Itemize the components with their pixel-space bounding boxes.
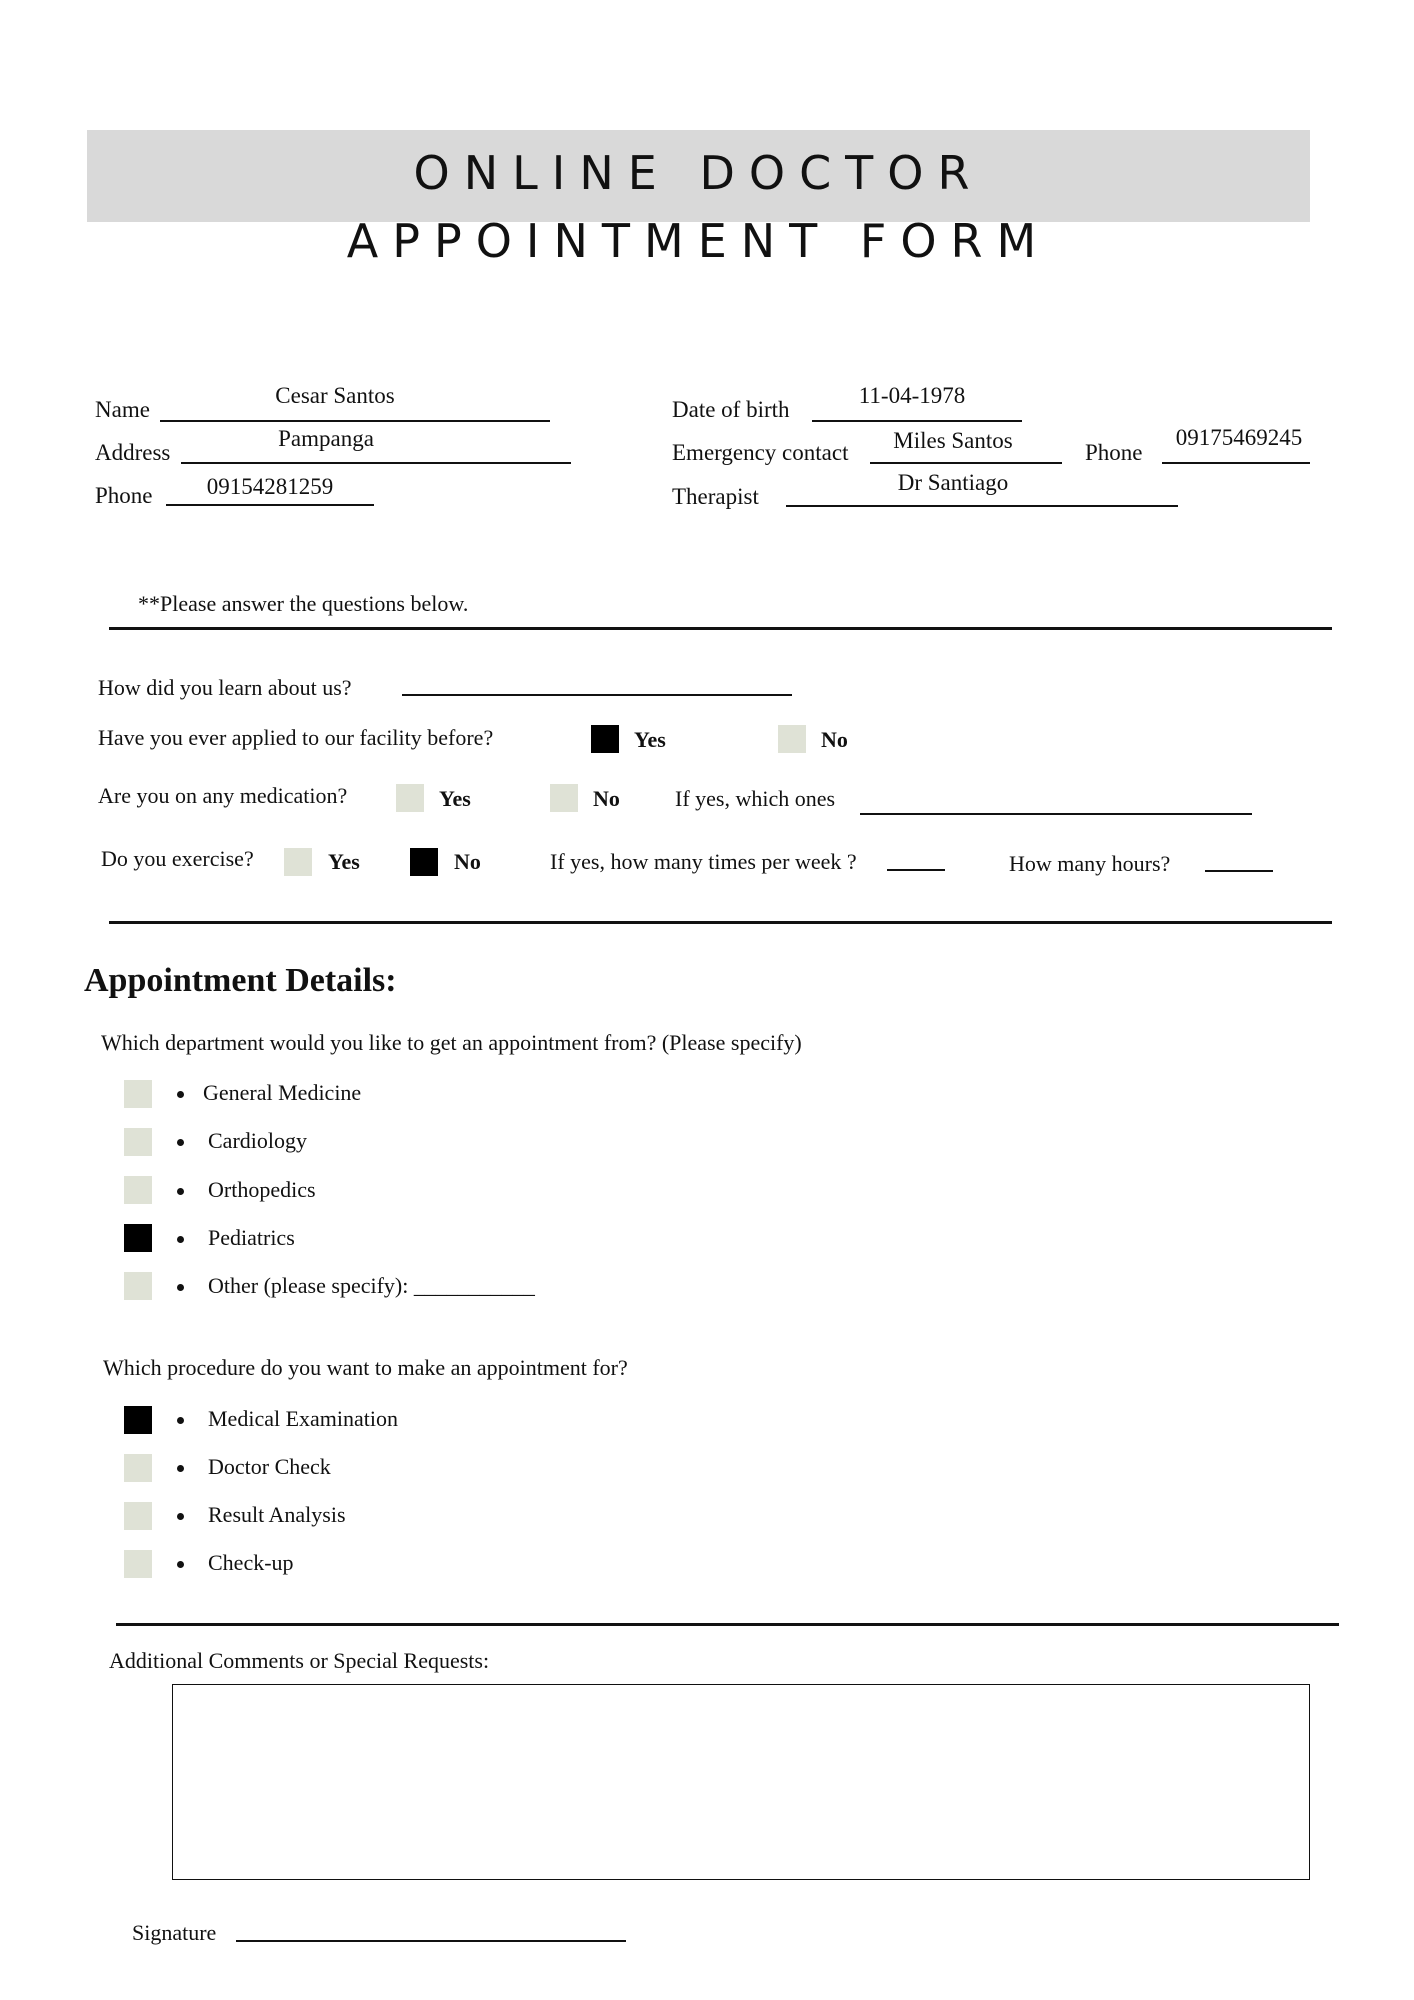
procedure-question: Which procedure do you want to make an appointment for? bbox=[103, 1355, 628, 1380]
emergency-contact-line bbox=[870, 462, 1062, 464]
exercise-no-label: No bbox=[454, 849, 481, 874]
department-other-label: Other (please specify): ___________ bbox=[208, 1273, 535, 1298]
exercise-no-checkbox[interactable] bbox=[410, 848, 438, 876]
learn-question: How did you learn about us? bbox=[98, 675, 352, 700]
name-line bbox=[160, 420, 550, 422]
applied-no-checkbox[interactable] bbox=[778, 725, 806, 753]
exercise-hours-field[interactable] bbox=[1205, 870, 1273, 872]
divider-top bbox=[109, 627, 1332, 630]
department-general-medicine-label: General Medicine bbox=[203, 1080, 362, 1105]
learn-answer-field[interactable] bbox=[402, 694, 792, 696]
comments-textarea[interactable] bbox=[172, 1684, 1310, 1880]
signature-label: Signature bbox=[132, 1920, 217, 1945]
department-other-checkbox[interactable] bbox=[124, 1272, 152, 1300]
applied-question: Have you ever applied to our facility before? bbox=[98, 725, 494, 750]
department-pediatrics-checkbox[interactable] bbox=[124, 1224, 152, 1252]
medication-which-label: If yes, which ones bbox=[675, 786, 836, 811]
form-title-line-2: APPOINTMENT FORM bbox=[346, 214, 1051, 268]
department-question: Which department would you like to get an appointment from? (Please specify) bbox=[101, 1030, 802, 1055]
procedure-medical-examination-label: Medical Examination bbox=[208, 1406, 398, 1431]
phone-field[interactable]: 09154281259 bbox=[206, 474, 334, 499]
address-line bbox=[181, 462, 571, 464]
dob-label: Date of birth bbox=[672, 397, 790, 422]
exercise-times-field[interactable] bbox=[887, 869, 945, 871]
bullet bbox=[177, 1188, 184, 1195]
medication-no-label: No bbox=[593, 786, 620, 811]
department-orthopedics-label: Orthopedics bbox=[208, 1177, 316, 1202]
therapist-label: Therapist bbox=[672, 484, 759, 509]
bullet bbox=[177, 1465, 184, 1472]
emergency-phone-field[interactable]: 09175469245 bbox=[1175, 425, 1303, 450]
exercise-question: Do you exercise? bbox=[101, 846, 254, 871]
department-cardiology-label: Cardiology bbox=[208, 1128, 307, 1153]
procedure-medical-examination-checkbox[interactable] bbox=[124, 1406, 152, 1434]
address-label: Address bbox=[95, 440, 171, 465]
procedure-check-up-checkbox[interactable] bbox=[124, 1550, 152, 1578]
medication-question: Are you on any medication? bbox=[98, 783, 348, 808]
department-cardiology-checkbox[interactable] bbox=[124, 1128, 152, 1156]
medication-no-checkbox[interactable] bbox=[550, 784, 578, 812]
medication-yes-label: Yes bbox=[439, 786, 471, 811]
department-general-medicine-checkbox[interactable] bbox=[124, 1080, 152, 1108]
bullet bbox=[177, 1561, 184, 1568]
instructions-text: **Please answer the questions below. bbox=[138, 591, 469, 616]
phone-label: Phone bbox=[95, 483, 153, 508]
divider-middle bbox=[109, 921, 1332, 924]
emergency-contact-label: Emergency contact bbox=[672, 440, 849, 465]
form-title-line-1: ONLINE DOCTOR bbox=[413, 146, 984, 200]
appointment-heading: Appointment Details: bbox=[84, 962, 397, 999]
divider-bottom bbox=[116, 1623, 1339, 1626]
exercise-times-label: If yes, how many times per week ? bbox=[550, 849, 857, 874]
applied-yes-checkbox[interactable] bbox=[591, 725, 619, 753]
procedure-doctor-check-checkbox[interactable] bbox=[124, 1454, 152, 1482]
emergency-phone-line bbox=[1162, 462, 1310, 464]
bullet bbox=[177, 1139, 184, 1146]
bullet bbox=[177, 1513, 184, 1520]
therapist-line bbox=[786, 505, 1178, 507]
procedure-result-analysis-label: Result Analysis bbox=[208, 1502, 346, 1527]
dob-field[interactable]: 11-04-1978 bbox=[858, 383, 966, 408]
bullet bbox=[177, 1284, 184, 1291]
bullet bbox=[177, 1091, 184, 1098]
exercise-yes-label: Yes bbox=[328, 849, 360, 874]
signature-field[interactable] bbox=[236, 1940, 626, 1942]
procedure-check-up-label: Check-up bbox=[208, 1550, 294, 1575]
comments-label: Additional Comments or Special Requests: bbox=[109, 1648, 490, 1673]
department-orthopedics-checkbox[interactable] bbox=[124, 1176, 152, 1204]
therapist-field[interactable]: Dr Santiago bbox=[897, 470, 1009, 495]
procedure-doctor-check-label: Doctor Check bbox=[208, 1454, 331, 1479]
department-pediatrics-label: Pediatrics bbox=[208, 1225, 295, 1250]
procedure-result-analysis-checkbox[interactable] bbox=[124, 1502, 152, 1530]
dob-line bbox=[812, 420, 1022, 422]
applied-yes-label: Yes bbox=[634, 727, 666, 752]
medication-which-field[interactable] bbox=[860, 813, 1252, 815]
name-field[interactable]: Cesar Santos bbox=[275, 383, 395, 408]
bullet bbox=[177, 1236, 184, 1243]
address-field[interactable]: Pampanga bbox=[278, 426, 374, 451]
phone-line bbox=[166, 504, 374, 506]
emergency-contact-field[interactable]: Miles Santos bbox=[893, 428, 1013, 453]
medication-yes-checkbox[interactable] bbox=[396, 784, 424, 812]
exercise-hours-label: How many hours? bbox=[1009, 851, 1171, 876]
exercise-yes-checkbox[interactable] bbox=[284, 848, 312, 876]
emergency-phone-label: Phone bbox=[1085, 440, 1143, 465]
bullet bbox=[177, 1417, 184, 1424]
applied-no-label: No bbox=[821, 727, 848, 752]
name-label: Name bbox=[95, 397, 150, 422]
